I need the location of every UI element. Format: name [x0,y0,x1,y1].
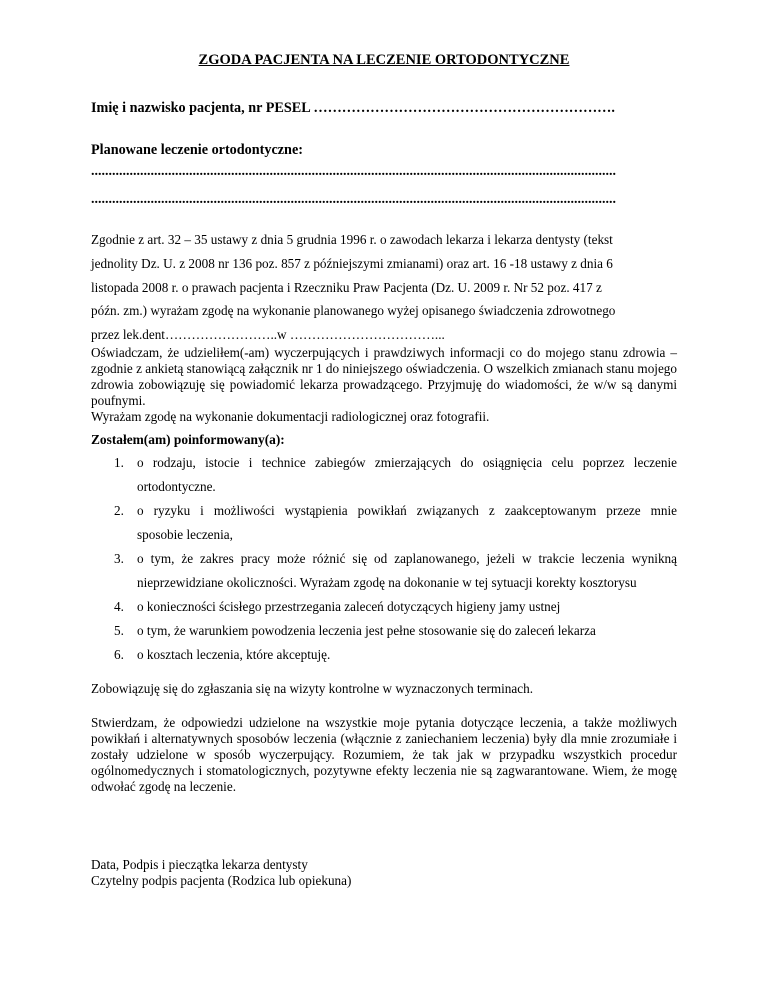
final-statement-paragraph: Stwierdzam, że odpowiedzi udzielone na wszystkie moje pytania dotyczące leczenia, a także możliwych powikłań i alternatywnych sposobów leczenia (włącznie z zaniechaniem leczenia) były dla mnie zrozumiałe i zostały udzielone w sposób wyczerpujący. Rozumiem, że tak jak w przypadku wszystkich procedur ogólnomedycznych i stomatologicznych, pozytywne efekty leczenia nie są zagwarantowane. Wiem, że mogę odwołać zgodę na leczenie. [91,715,677,794]
document-title: ZGODA PACJENTA NA LECZENIE ORTODONTYCZNE [198,52,570,68]
list-item-number: 4. [114,599,124,614]
list-item: o konieczności ścisłego przestrzegania zaleceń dotyczących higieny jamy ustnej [137,599,561,614]
list-item: o kosztach leczenia, które akceptuję. [137,647,331,662]
informed-label: Zostałem(am) poinformowany(a): [91,432,285,447]
planned-treatment-dots-1: ...................................................................................................................................................... [91,164,616,179]
consent-line: listopada 2008 r. o prawach pacjenta i Rzeczniku Praw Pacjenta (Dz. U. 2009 r. Nr 52 poz. 417 z [91,280,602,295]
doctor-signature-label: Data, Podpis i pieczątka lekarza dentysty [91,857,308,872]
list-item-number: 6. [114,647,124,662]
planned-treatment-label: Planowane leczenie ortodontyczne: [91,142,303,158]
list-item: o tym, że warunkiem powodzenia leczenia jest pełne stosowanie się do zaleceń lekarza [137,623,596,638]
list-item-continuation: ortodontyczne. [137,479,216,494]
planned-treatment-dots-2: ...................................................................................................................................................... [91,192,616,207]
list-item-number: 2. [114,503,124,518]
health-declaration-paragraph: Oświadczam, że udzieliłem(-am) wyczerpujących i prawdziwych informacji co do mojego stanu zdrowia – zgodnie z ankietą stanowiącą załącznik nr 1 do niniejszego oświadczenia. O wszelkich zmianach stanu mojego zdrowia zobowiązuję się powiadomić lekarza prowadzącego. Przyjmuję do wiadomości, że w/w są danymi poufnymi. [91,345,677,408]
consent-line: późn. zm.) wyrażam zgodę na wykonanie planowanego wyżej opisanego świadczenia zdrowotnego [91,303,616,318]
consent-line: Zgodnie z art. 32 – 35 ustawy z dnia 5 grudnia 1996 r. o zawodach lekarza i lekarza dentysty (tekst [91,232,613,247]
list-item: o ryzyku i możliwości wystąpienia powikłań związanych z zaakceptowanym przeze mnie [137,503,677,518]
patient-signature-label: Czytelny podpis pacjenta (Rodzica lub opiekuna) [91,873,352,888]
radiology-consent: Wyrażam zgodę na wykonanie dokumentacji radiologicznej oraz fotografii. [91,409,490,424]
list-item: o rodzaju, istocie i technice zabiegów zmierzających do osiągnięcia celu poprzez leczenie [137,455,677,470]
list-item-number: 1. [114,455,124,470]
patient-name-pesel-line: Imię i nazwisko pacjenta, nr PESEL ………………………………………………………. [91,100,615,116]
list-item-number: 5. [114,623,124,638]
list-item-number: 3. [114,551,124,566]
consent-line: jednolity Dz. U. z 2008 nr 136 poz. 857 z późniejszymi zmianami) oraz art. 16 -18 ustawy z dnia 6 [91,256,613,271]
consent-line: przez lek.dent……………………..w ……………………………... [91,327,445,342]
list-item: o tym, że zakres pracy może różnić się od zaplanowanego, jeżeli w trakcie leczenia wynikną [137,551,677,566]
list-item-continuation: nieprzewidziane okoliczności. Wyrażam zgodę na dokonanie w tej sytuacji korekty kosztorysu [137,575,637,590]
list-item-continuation: sposobie leczenia, [137,527,233,542]
control-visits-statement: Zobowiązuję się do zgłaszania się na wizyty kontrolne w wyznaczonych terminach. [91,681,533,696]
